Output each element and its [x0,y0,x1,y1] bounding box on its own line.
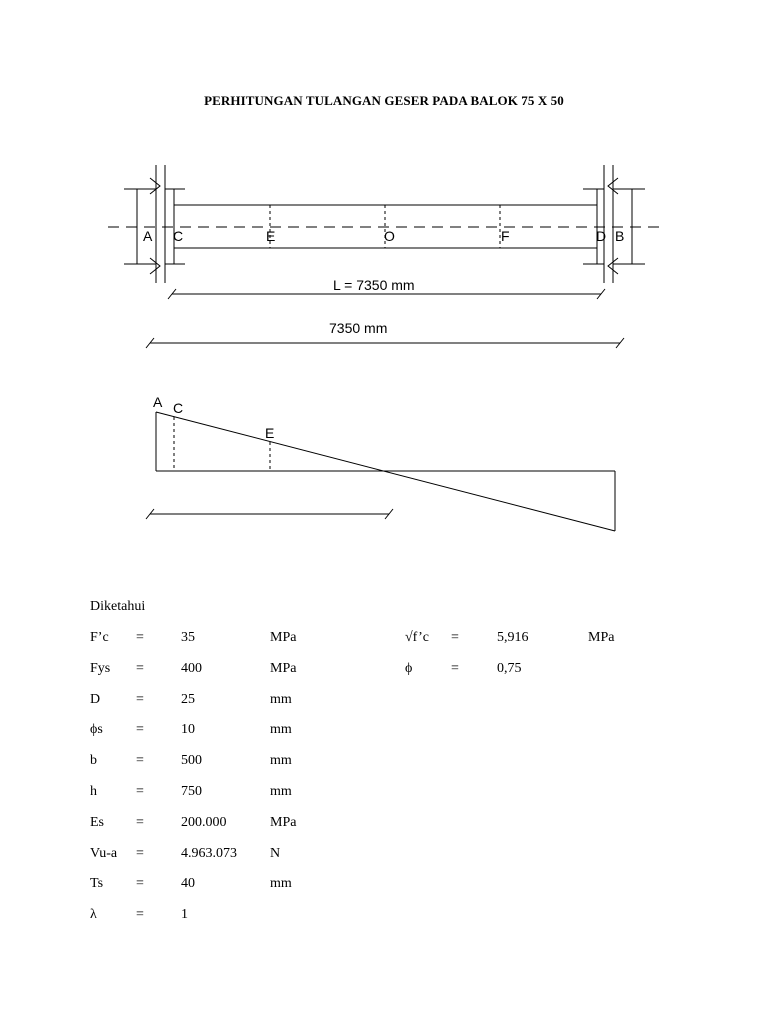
given-symbol: Es [90,814,104,830]
given-unit-right: MPa [588,630,615,645]
given-symbol: F’c [90,630,109,645]
given-value: 200.000 [181,814,227,830]
given-value: 4.963.073 [181,845,237,861]
given-equals: = [136,753,144,769]
given-value: 500 [181,753,202,769]
given-unit: N [270,845,281,861]
given-value-right: 0,75 [497,660,522,676]
given-equals: = [136,876,144,892]
point-label-c: C [173,228,184,244]
given-unit: MPa [270,630,297,645]
point-label-a: A [143,228,153,244]
given-equals: = [136,907,144,923]
given-unit: mm [270,876,292,892]
given-value: 40 [181,876,195,892]
given-symbol: Vu-a [90,845,118,861]
given-value: 750 [181,784,202,799]
given-equals: = [136,814,144,830]
given-unit: mm [270,753,292,769]
given-symbol: h [90,784,97,799]
given-unit: mm [270,722,292,738]
given-value: 1 [181,907,188,923]
given-symbol-right: √f’c [405,630,429,645]
point-label-d: D [596,228,607,244]
given-equals: = [136,784,144,799]
given-equals: = [136,722,144,738]
span-dimension-label: L = 7350 mm [333,277,415,293]
page-title: PERHITUNGAN TULANGAN GESER PADA BALOK 75 X 50 [204,93,564,108]
given-symbol: Ts [90,876,104,892]
given-unit: mm [270,784,292,799]
point-label-e: E [266,228,276,244]
given-value-right: 5,916 [497,630,529,645]
shear-label-a: A [153,394,163,410]
given-equals: = [136,660,144,676]
given-unit: mm [270,691,292,707]
given-equals: = [136,630,144,645]
shear-label-c: C [173,400,184,416]
given-equals: = [136,691,144,707]
given-equals: = [136,845,144,861]
point-label-b: B [615,228,625,244]
given-unit: MPa [270,814,297,830]
given-value: 35 [181,630,195,645]
given-value: 400 [181,660,202,676]
point-label-f: F [501,228,510,244]
given-symbol: Fys [90,660,111,676]
given-symbol: λ [90,907,97,923]
given-symbol: D [90,691,101,707]
point-label-o: O [384,228,395,244]
given-symbol-right: ϕ [405,660,413,676]
total-dimension-label: 7350 mm [329,320,388,336]
given-equals-right: = [451,630,459,645]
given-value: 10 [181,722,195,738]
given-symbol: b [90,753,97,769]
given-equals-right: = [451,660,459,676]
given-symbol: ϕs [90,722,103,738]
given-heading: Diketahui [90,599,146,614]
shear-label-e: E [265,425,275,441]
given-unit: MPa [270,660,297,676]
given-value: 25 [181,691,195,707]
